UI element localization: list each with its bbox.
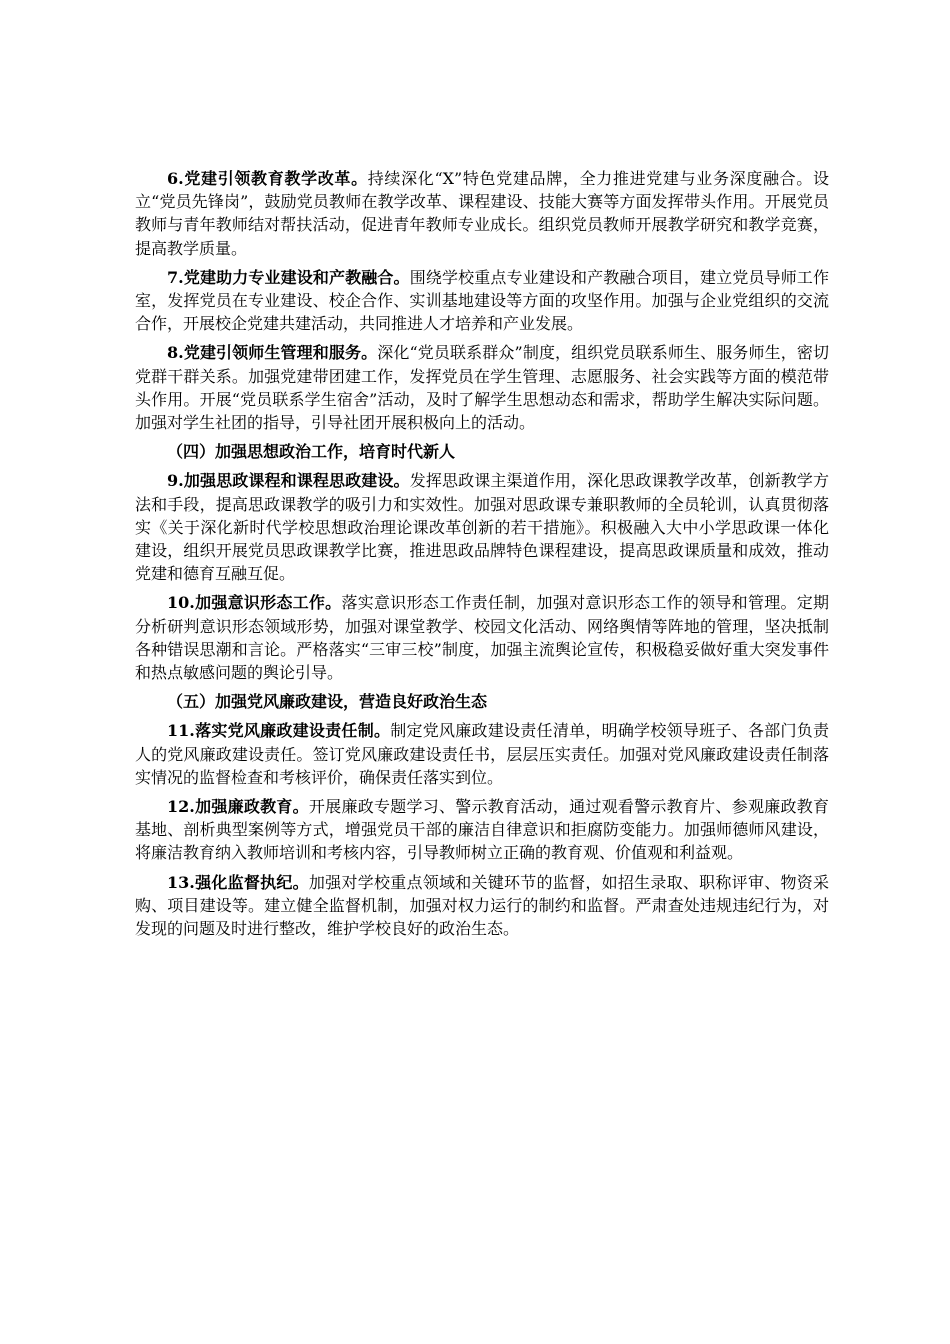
paragraph-lead: 11.落实党风廉政建设责任制。	[167, 721, 391, 741]
paragraph-body: 开展廉政专题学习、警示教育活动，通过观看警示教育片、参观廉政教育基地、剖析典型案例等方式，增强党员干部的廉洁自律意识和拒腐防变能力。加强师德师风建设，将廉洁教育纳入教师培训和考核内容，引导教师树立正确的教育观、价值观和利益观。	[135, 797, 829, 863]
paragraph-13	[135, 871, 829, 941]
paragraph-body: 加强对学校重点领域和关键环节的监督，如招生录取、职称评审、物资采购、项目建设等。建立健全监督机制，加强对权力运行的制约和监督。严肃查处违规违纪行为，对发现的问题及时进行整改，维护学校良好的政治生态。	[135, 872, 829, 939]
paragraph-10	[135, 591, 829, 684]
paragraph-lead: 12.加强廉政教育。	[167, 797, 309, 817]
paragraph-lead: 8.党建引领师生管理和服务。	[167, 343, 378, 363]
paragraph-body: 制定党风廉政建设责任清单，明确学校领导班子、各部门负责人的党风廉政建设责任。签订党风廉政建设责任书，层层压实责任。加强对党风廉政建设责任制落实情况的监督检查和考核评价，确保责任落实到位。	[135, 721, 829, 787]
paragraph-lead: 13.强化监督执纪。	[167, 872, 309, 892]
paragraph-12	[135, 795, 829, 865]
paragraph-6	[135, 167, 829, 260]
paragraph-lead: 10.加强意识形态工作。	[167, 593, 342, 613]
paragraph-body: 围绕学校重点专业建设和产教融合项目，建立党员导师工作室，发挥党员在专业建设、校企合作、实训基地建设等方面的攻坚作用。加强与企业党组织的交流合作，开展校企党建共建活动，共同推进人才培养和产业发展。	[135, 267, 829, 334]
paragraph-11	[135, 719, 829, 789]
paragraph-9	[135, 469, 829, 585]
paragraph-8	[135, 341, 829, 434]
paragraph-lead: 9.加强思政课程和课程思政建设。	[167, 471, 410, 491]
paragraph-7	[135, 266, 829, 336]
paragraph-lead: 7.党建助力专业建设和产教融合。	[167, 267, 410, 287]
paragraph-body: 落实意识形态工作责任制，加强对意识形态工作的领导和管理。定期分析研判意识形态领域形势，加强对课堂教学、校园文化活动、网络舆情等阵地的管理，坚决抵制各种错误思潮和言论。严格落实“三审三校”制度，加强主流舆论宣传，积极稳妥做好重大突发事件和热点敏感问题的舆论引导。	[135, 593, 829, 683]
section-heading-4: （四）加强思想政治工作，培育时代新人	[167, 442, 456, 462]
paragraph-body: 发挥思政课主渠道作用，深化思政课教学改革，创新教学方法和手段，提高思政课教学的吸引力和实效性。加强对思政课专兼职教师的全员轮训，认真贯彻落实《关于深化新时代学校思想政治理论课改革创新的若干措施》。积极融入大中小学思政课一体化建设，组织开展党员思政课教学比赛，推进思政品牌特色课程建设，提高思政课质量和成效，推动党建和德育互融互促。	[135, 471, 829, 584]
paragraph-body: 深化“党员联系群众”制度，组织党员联系师生、服务师生，密切党群干群关系。加强党建带团建工作，发挥党员在学生管理、志愿服务、社会实践等方面的模范带头作用。开展“党员联系学生宿舍”活动，及时了解学生思想动态和需求，帮助学生解决实际问题。加强对学生社团的指导，引导社团开展积极向上的活动。	[135, 343, 829, 433]
section-heading-5: （五）加强党风廉政建设，营造良好政治生态	[167, 692, 488, 712]
paragraph-lead: 6.党建引领教育教学改革。	[167, 169, 368, 188]
document-page	[135, 167, 829, 946]
paragraph-body: 持续深化“X”特色党建品牌，全力推进党建与业务深度融合。设立“党员先锋岗”，鼓励党员教师在教学改革、课程建设、技能大赛等方面发挥带头作用。开展党员教师与青年教师结对帮扶活动，促进青年教师专业成长。组织党员教师开展教学研究和教学竞赛，提高教学质量。	[135, 169, 829, 258]
